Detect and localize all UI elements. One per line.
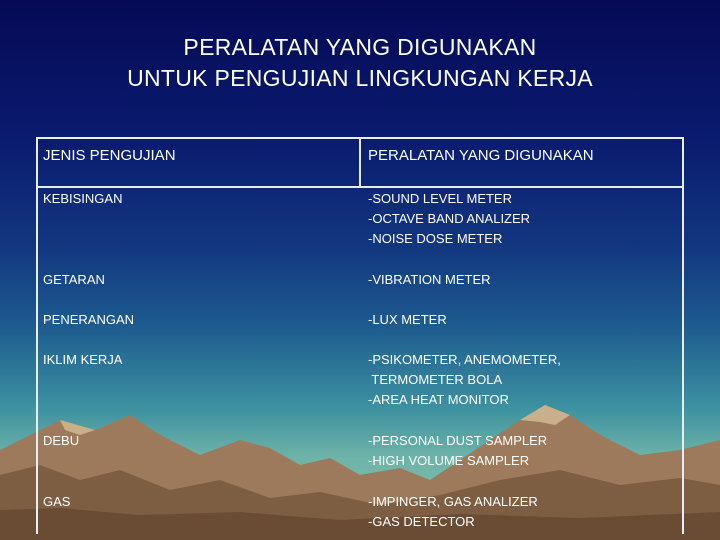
cell-alat	[368, 189, 530, 249]
cell-jenis: PENERANGAN	[43, 312, 135, 327]
alat-line: TERMOMETER BOLA	[368, 372, 503, 387]
title-line-1: PERALATAN YANG DIGUNAKAN	[183, 34, 537, 60]
alat-line: -GAS DETECTOR	[368, 514, 475, 529]
cell-alat	[368, 270, 491, 290]
cell-jenis: DEBU	[43, 433, 80, 448]
cell-alat	[368, 310, 447, 330]
cell-jenis: GAS	[43, 494, 71, 509]
alat-line: -HIGH VOLUME SAMPLER	[368, 453, 530, 468]
cell-alat	[368, 431, 547, 471]
slide-title	[0, 32, 720, 94]
header-jenis-pengujian: JENIS PENGUJIAN	[43, 147, 176, 164]
alat-line: -AREA HEAT MONITOR	[368, 392, 509, 407]
alat-line: -NOISE DOSE METER	[368, 231, 503, 246]
title-line-2: UNTUK PENGUJIAN LINGKUNGAN KERJA	[127, 65, 593, 91]
alat-line: -PERSONAL DUST SAMPLER	[368, 433, 548, 448]
alat-line: -OCTAVE BAND ANALIZER	[368, 211, 531, 226]
alat-line: -LUX METER	[368, 312, 447, 327]
header-peralatan: PERALATAN YANG DIGUNAKAN	[368, 147, 594, 164]
alat-line: -IMPINGER, GAS ANALIZER	[368, 494, 538, 509]
header-column-divider	[359, 139, 361, 186]
equipment-table	[36, 137, 684, 534]
alat-line: -VIBRATION METER	[368, 272, 491, 287]
cell-alat	[368, 350, 561, 410]
alat-line: -PSIKOMETER, ANEMOMETER,	[368, 352, 561, 367]
cell-alat	[368, 492, 538, 532]
cell-jenis: KEBISINGAN	[43, 191, 123, 206]
cell-jenis: GETARAN	[43, 272, 105, 287]
table-header-row	[38, 139, 682, 188]
alat-line: -SOUND LEVEL METER	[368, 191, 512, 206]
cell-jenis: IKLIM KERJA	[43, 352, 123, 367]
